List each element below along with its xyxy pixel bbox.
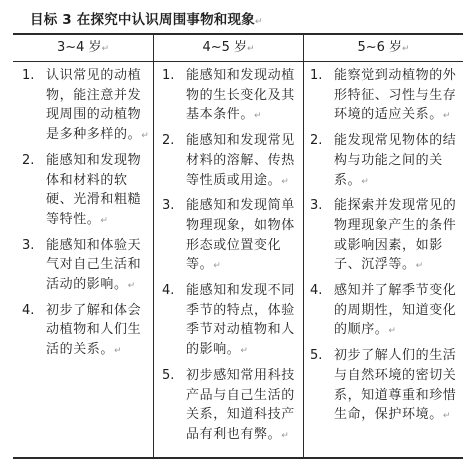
- column-divider: [153, 34, 154, 458]
- list-item: [162, 196, 300, 277]
- item-number: 3.: [162, 198, 175, 214]
- list-item: [162, 366, 300, 447]
- list-item: [22, 301, 150, 362]
- paragraph-mark: ↵: [127, 281, 136, 292]
- item-number: 5.: [162, 367, 175, 383]
- item-text: 感知并了解季节变化的周期性，知道变化的顺序。: [334, 283, 457, 338]
- item-text: 初步感知常用科技产品与自己生活的关系，知道科技产品有利也有弊。: [186, 367, 295, 442]
- paragraph-mark: ↵: [101, 44, 110, 54]
- item-text: 能感知和发现动植物的生长变化及其基本条件。: [186, 68, 295, 123]
- item-number: 1.: [22, 68, 35, 83]
- list-item: [22, 151, 150, 232]
- item-number: 4.: [22, 302, 35, 318]
- column-header-age-3-4: 3~4 岁↵: [56, 40, 110, 55]
- item-number: 3.: [310, 198, 323, 214]
- list-item: [310, 281, 460, 342]
- paragraph-mark: ↵: [100, 215, 109, 226]
- list-item: [22, 66, 150, 147]
- document-title: [30, 8, 263, 28]
- list-item: [162, 66, 300, 127]
- paragraph-mark: ↵: [388, 326, 397, 337]
- list-item: [310, 131, 460, 192]
- column-divider: [303, 34, 304, 458]
- item-number: 2.: [22, 152, 35, 168]
- list-item: [162, 281, 300, 362]
- list-item: [310, 196, 460, 277]
- paragraph-mark: ↵: [254, 111, 263, 122]
- paragraph-mark: ↵: [247, 44, 255, 54]
- title-text: 目标 3 在探究中认识周围事物和现象: [30, 12, 255, 28]
- list-item: [310, 66, 460, 127]
- list-item: [310, 346, 460, 427]
- item-number: 4.: [310, 283, 323, 299]
- paragraph-mark: ↵: [114, 346, 123, 357]
- paragraph-mark: ↵: [415, 261, 424, 272]
- paragraph-mark: ↵: [254, 17, 263, 27]
- table-top-rule: [13, 33, 463, 35]
- column-age-5-6: [310, 66, 460, 431]
- paragraph-mark: ↵: [361, 176, 370, 187]
- paragraph-mark: ↵: [281, 430, 290, 441]
- item-text: 能感知和体验天气对自己生活和活动的影响。: [46, 237, 142, 293]
- item-text: 能探索并发现常见的物理现象产生的条件或影响因素，如影子、沉浮等。: [334, 198, 457, 273]
- item-text: 能感知和发现不同季节的特点，体验季节对动植物和人的影响。: [186, 283, 295, 358]
- paragraph-mark: ↵: [442, 111, 451, 122]
- item-number: 2.: [162, 133, 175, 149]
- item-text: 能察觉到动植物的外形特征、习性与生存环境的适应关系。: [334, 68, 457, 123]
- list-item: [162, 131, 300, 192]
- item-text: 认识常见的动植物，能注意并发现周围的动植物是多种多样的。: [46, 68, 142, 143]
- item-text: 初步了解和体会动植物和人们生活的关系。: [46, 302, 142, 358]
- list-item: [22, 236, 150, 297]
- paragraph-mark: ↵: [442, 411, 451, 422]
- item-text: 能感知和发现物体和材料的软硬、光滑和粗糙等特性。: [46, 152, 142, 227]
- paragraph-mark: ↵: [213, 261, 222, 272]
- item-text: 初步了解人们的生活与自然环境的密切关系，知道尊重和珍惜生命，保护环境。: [334, 348, 457, 423]
- column-age-4-5: [162, 66, 300, 451]
- paragraph-mark: ↵: [281, 176, 290, 187]
- item-number: 4.: [162, 283, 175, 299]
- column-header-age-4-5: 4~5 岁↵: [202, 40, 255, 55]
- paragraph-mark: ↵: [141, 131, 150, 142]
- item-text: 能感知和发现常见材料的溶解、传热等性质或用途。: [186, 133, 295, 188]
- item-number: 5.: [310, 348, 323, 364]
- item-number: 1.: [310, 68, 323, 83]
- paragraph-mark: ↵: [240, 346, 249, 357]
- item-number: 3.: [22, 237, 35, 253]
- item-text: 能感知和发现简单物理现象，如物体形态或位置变化等。: [186, 198, 295, 273]
- column-header-age-5-6: 5~6 岁↵: [357, 40, 410, 55]
- item-number: 1.: [162, 68, 175, 83]
- column-age-3-4: [22, 66, 150, 366]
- paragraph-mark: ↵: [402, 44, 410, 54]
- item-number: 2.: [310, 133, 323, 149]
- item-text: 能发现常见物体的结构与功能之间的关系。: [334, 133, 457, 188]
- table-header-rule: [13, 61, 463, 62]
- table-bottom-rule: [13, 457, 463, 459]
